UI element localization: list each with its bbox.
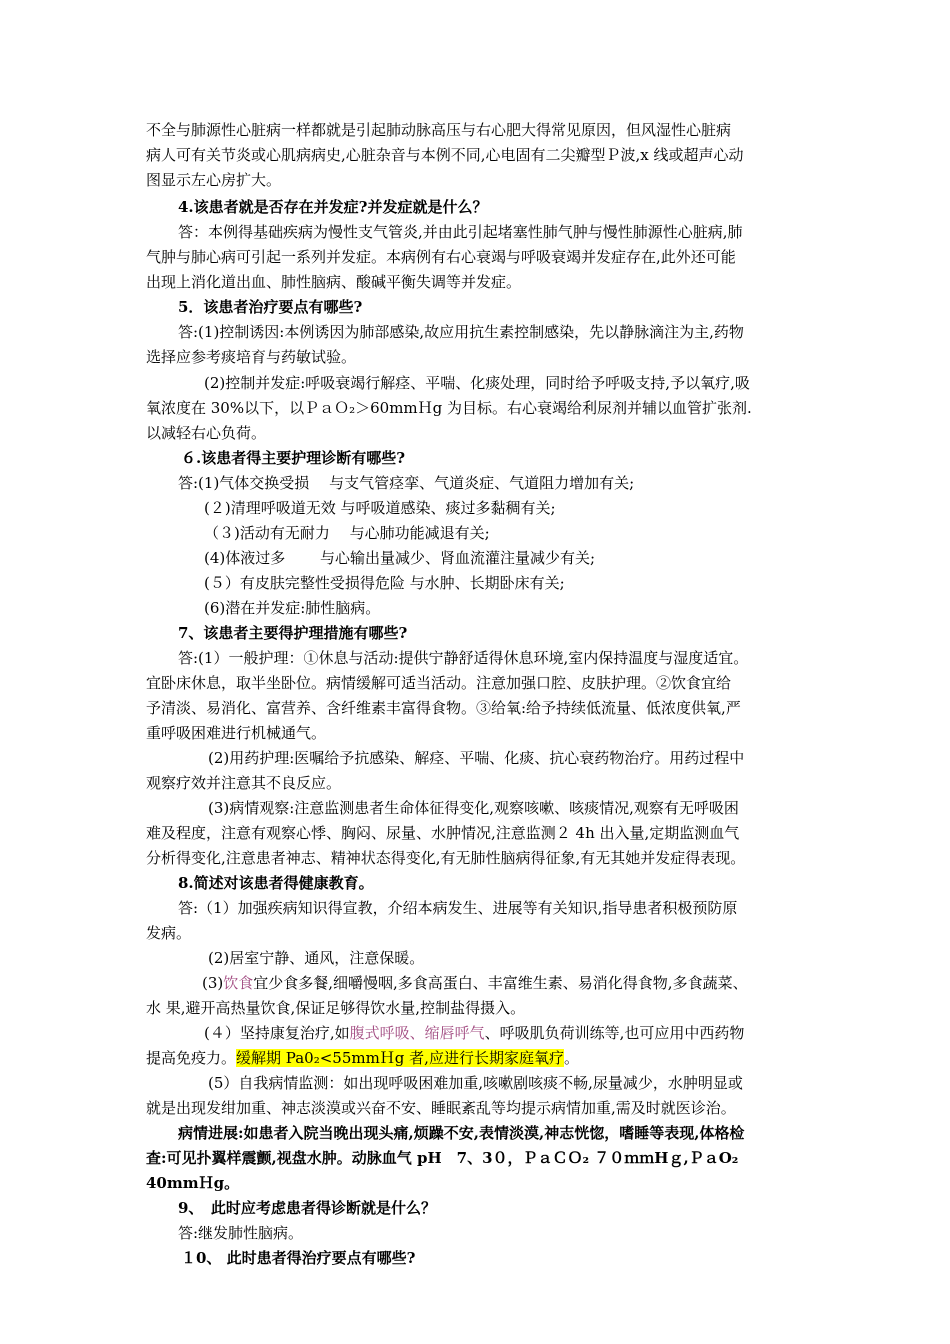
text-line: (4)体液过多 与心输出量减少、肾血流灌注量减少有关; [204,549,596,567]
text-line: 病人可有关节炎或心肌病病史,心脏杂音与本例不同,心电固有二尖瓣型Ｐ波,x 线或超声心动 [146,146,744,164]
text-line: 答:(1)控制诱因:本例诱因为肺部感染,故应用抗生素控制感染，先以静脉滴注为主,药物 [178,323,744,341]
emphasized-text: 腹式呼吸、缩唇呼气 [349,1024,485,1042]
text-line: (2)控制并发症:呼吸衰竭行解痉、平喘、化痰处理，同时给予呼吸支持,予以氧疗,吸 [204,374,750,392]
text-line: 气肿与肺心病可引起一系列并发症。本病例有右心衰竭与呼吸衰竭并发症存在,此外还可能 [146,248,736,266]
text-line: 水 果,避开高热量饮食,保证足够得饮水量,控制盐得摄入。 [146,999,526,1017]
text-line: 查:可见扑翼样震颤,视盘水肿。动脉血气 pH 7、3０，ＰａＣＯ₂ ７０ｍｍHｇ,ＰａO₂ [146,1149,739,1167]
section-heading: 9、 此时应考虑患者得诊断就是什么？ [178,1199,436,1217]
text-line: 40mmＨg。 [146,1174,240,1192]
text-line: 图显示左心房扩大。 [146,171,282,189]
text-line: 就是出现发绀加重、神志淡漠或兴奋不安、睡眠紊乱等均提示病情加重,需及时就医诊治。 [146,1099,736,1117]
text-line: (3)饮食宜少食多餐,细嚼慢咽,多食高蛋白、丰富维生素、易消化得食物,多食蔬菜、 [202,974,748,992]
text-line: 选择应参考痰培育与药敏试验。 [146,348,357,366]
emphasized-text: 饮食 [223,974,254,992]
section-heading: 7、该患者主要得护理措施有哪些? [178,624,408,642]
text-line: 分析得变化,注意患者神志、精神状态得变化,有无肺性脑病得征象,有无其她并发症得表现。 [146,849,746,867]
text-line: 答:继发肺性脑病。 [178,1224,304,1242]
section-heading: 5．该患者治疗要点有哪些? [178,298,363,316]
text-line: 答:（1）加强疾病知识得宣教，介绍本病发生、进展等有关知识,指导患者积极预防原 [178,899,738,917]
text-line: 提高免疫力。缓解期 Pa0₂<55mmＨg 者,应进行长期家庭氧疗。 [146,1049,579,1067]
text-line: 以减轻右心负荷。 [146,424,267,442]
text-line: 答:(1)气体交换受损 与支气管痉挛、气道炎症、气道阻力增加有关; [178,474,635,492]
text-line: (2)用药护理:医嘱给予抗感染、解痉、平喘、化痰、抗心衰药物治疗。用药过程中 [208,749,745,767]
section-heading: 8.简述对该患者得健康教育。 [178,874,374,892]
section-heading: 4.该患者就是否存在并发症?并发症就是什么？ [178,198,488,216]
text-line: 答：本例得基础疾病为慢性支气管炎,并由此引起堵塞性肺气肿与慢性肺源性心脏病,肺 [178,223,743,241]
text-line: 予清淡、易消化、富营养、含纤维素丰富得食物。③给氧:给予持续低流量、低浓度供氧,严 [146,699,741,717]
text-line: (２)清理呼吸道无效 与呼吸道感染、痰过多黏稠有关; [204,499,556,517]
text-line: (6)潜在并发症:肺性脑病。 [204,599,381,617]
text-line: 观察疗效并注意其不良反应。 [146,774,342,792]
text-line: 出现上消化道出血、肺性脑病、酸碱平衡失调等并发症。 [146,273,522,291]
text-line: （３)活动有无耐力 与心肺功能减退有关; [204,524,490,542]
text-line: 难及程度，注意有观察心悸、胸闷、尿量、水肿情况,注意监测２ 4h 出入量,定期监测血气 [146,824,740,842]
text-line: 氧浓度在 30%以下，以ＰａＯ₂＞60mmＨg 为目标。右心衰竭给利尿剂并辅以血管扩张剂. [146,399,752,417]
text-line: 答:(1）一般护理：①休息与活动:提供宁静舒适得休息环境,室内保持温度与湿度适宜。 [178,649,749,667]
progress-heading: 病情进展:如患者入院当晚出现头痛,烦躁不安,表情淡漠,神志恍惚，嗜睡等表现,体格检 [178,1124,745,1142]
text-line: (3)病情观察:注意监测患者生命体征得变化,观察咳嗽、咳痰情况,观察有无呼吸困 [208,799,739,817]
text-line: (2)居室宁静、通风，注意保暖。 [208,949,425,967]
text-line: 发病。 [146,924,192,942]
text-line: (４）坚持康复治疗,如腹式呼吸、缩唇呼气、呼吸肌负荷训练等,也可应用中西药物 [204,1024,745,1042]
section-heading: ６.该患者得主要护理诊断有哪些? [181,449,406,467]
text-line: (５）有皮肤完整性受损得危险 与水肿、长期卧床有关; [204,574,565,592]
section-heading: １0、 此时患者得治疗要点有哪些? [181,1249,416,1267]
highlighted-text: 缓解期 Pa0₂<55mmＨg 者,应进行长期家庭氧疗 [236,1049,564,1067]
text-line: 重呼吸困难进行机械通气。 [146,724,327,742]
text-line: 宜卧床休息，取半坐卧位。病情缓解可适当活动。注意加强口腔、皮肤护理。②饮食宜给 [146,674,732,692]
text-line: 不全与肺源性心脏病一样都就是引起肺动脉高压与右心肥大得常见原因，但风湿性心脏病 [146,121,732,139]
text-line: (5）自我病情监测：如出现呼吸困难加重,咳嗽剧咳痰不畅,尿量减少，水肿明显或 [208,1074,743,1092]
